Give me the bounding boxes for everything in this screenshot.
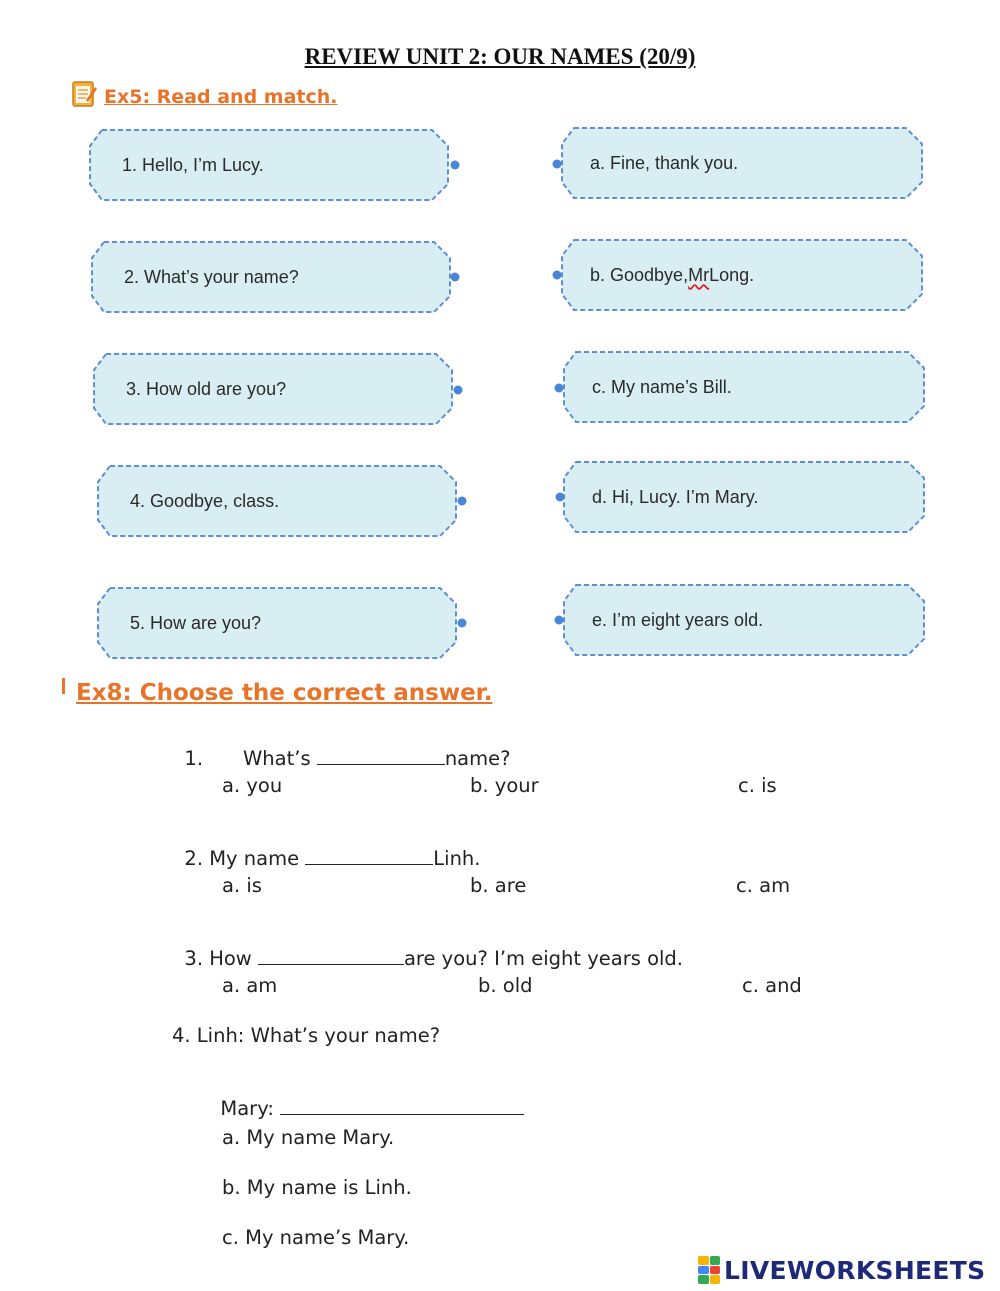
match-dot[interactable] [451,161,460,170]
speaker-label: Mary: [220,1097,281,1120]
match-right-label: c. My name’s Bill. [592,376,732,397]
answer-blank[interactable] [305,848,433,865]
heading-accent-mark [62,678,71,694]
match-right-label [590,238,754,312]
question-number: 1. [184,747,204,770]
match-right-item-c[interactable] [550,350,930,424]
match-left-label: 1. Hello, I’m Lucy. [122,154,264,175]
answer-blank[interactable] [280,1098,524,1115]
option-q2-b[interactable]: b. are [470,874,527,897]
match-left-label: 3. How old are you? [126,378,287,399]
page-title: REVIEW UNIT 2: OUR NAMES (20/9) [304,44,696,69]
question-text-pre: What’s [243,747,317,770]
option-q4-a[interactable]: a. My name Mary. [222,1126,395,1149]
match-dot[interactable] [555,384,564,393]
option-q1-b[interactable]: b. your [470,774,539,797]
option-q3-a[interactable]: a. am [222,974,278,997]
option-q1-a[interactable]: a. you [222,774,283,797]
option-q2-c[interactable]: c. am [736,874,791,897]
option-q3-c[interactable]: c. and [742,974,802,997]
question-4-answer-line [208,1074,524,1120]
option-q1-c[interactable]: c. is [738,774,777,797]
match-dot[interactable] [556,493,565,502]
question-text-post: are you? I’m eight years old. [403,947,683,970]
match-right-item-d[interactable] [550,460,930,534]
question-2 [172,824,480,870]
answer-blank[interactable] [258,948,404,965]
match-right-item-b[interactable] [548,238,928,312]
question-text-pre: 3. How [184,947,258,970]
match-right-item-a[interactable] [548,126,928,200]
match-dot[interactable] [454,386,463,395]
answer-blank[interactable] [317,748,445,765]
match-left-item-2[interactable] [88,240,468,314]
match-left-item-1[interactable] [86,128,466,202]
match-right-label: a. Fine, thank you. [590,152,739,173]
logo-text: LIVEWORKSHEETS [724,1255,986,1285]
label-suffix: Long. [709,264,755,285]
question-text-pre: 2. My name [184,847,306,870]
match-dot[interactable] [451,273,460,282]
label-prefix: b. Goodbye, [590,264,689,285]
notepad-icon [68,78,98,108]
ex8-heading: Ex8: Choose the correct answer. [76,680,493,706]
match-left-item-4[interactable] [94,464,474,538]
ex5-heading: Ex5: Read and match. [104,86,338,108]
liveworksheets-logo[interactable] [698,1252,985,1288]
logo-blocks-icon [698,1256,720,1284]
match-left-item-5[interactable] [94,586,474,660]
match-left-label: 4. Goodbye, class. [130,490,280,511]
match-dot[interactable] [458,497,467,506]
match-left-label: 2. What’s your name? [124,266,299,287]
match-dot[interactable] [555,616,564,625]
match-right-item-e[interactable] [550,583,930,657]
option-q4-c[interactable]: c. My name’s Mary. [222,1226,410,1249]
match-right-label: d. Hi, Lucy. I’m Mary. [592,486,759,507]
label-underlined-word: Mr [688,264,710,285]
question-1 [172,724,510,770]
match-left-item-3[interactable] [90,352,470,426]
match-right-label: e. I’m eight years old. [592,609,764,630]
question-text-post: name? [444,747,511,770]
match-dot[interactable] [553,271,562,280]
match-dot[interactable] [458,619,467,628]
question-3 [172,924,683,970]
question-4: 4. Linh: What’s your name? [172,1024,441,1047]
option-q3-b[interactable]: b. old [478,974,533,997]
question-text-post: Linh. [433,847,481,870]
option-q2-a[interactable]: a. is [222,874,262,897]
match-left-label: 5. How are you? [130,612,262,633]
match-dot[interactable] [553,160,562,169]
option-q4-b[interactable]: b. My name is Linh. [222,1176,412,1199]
